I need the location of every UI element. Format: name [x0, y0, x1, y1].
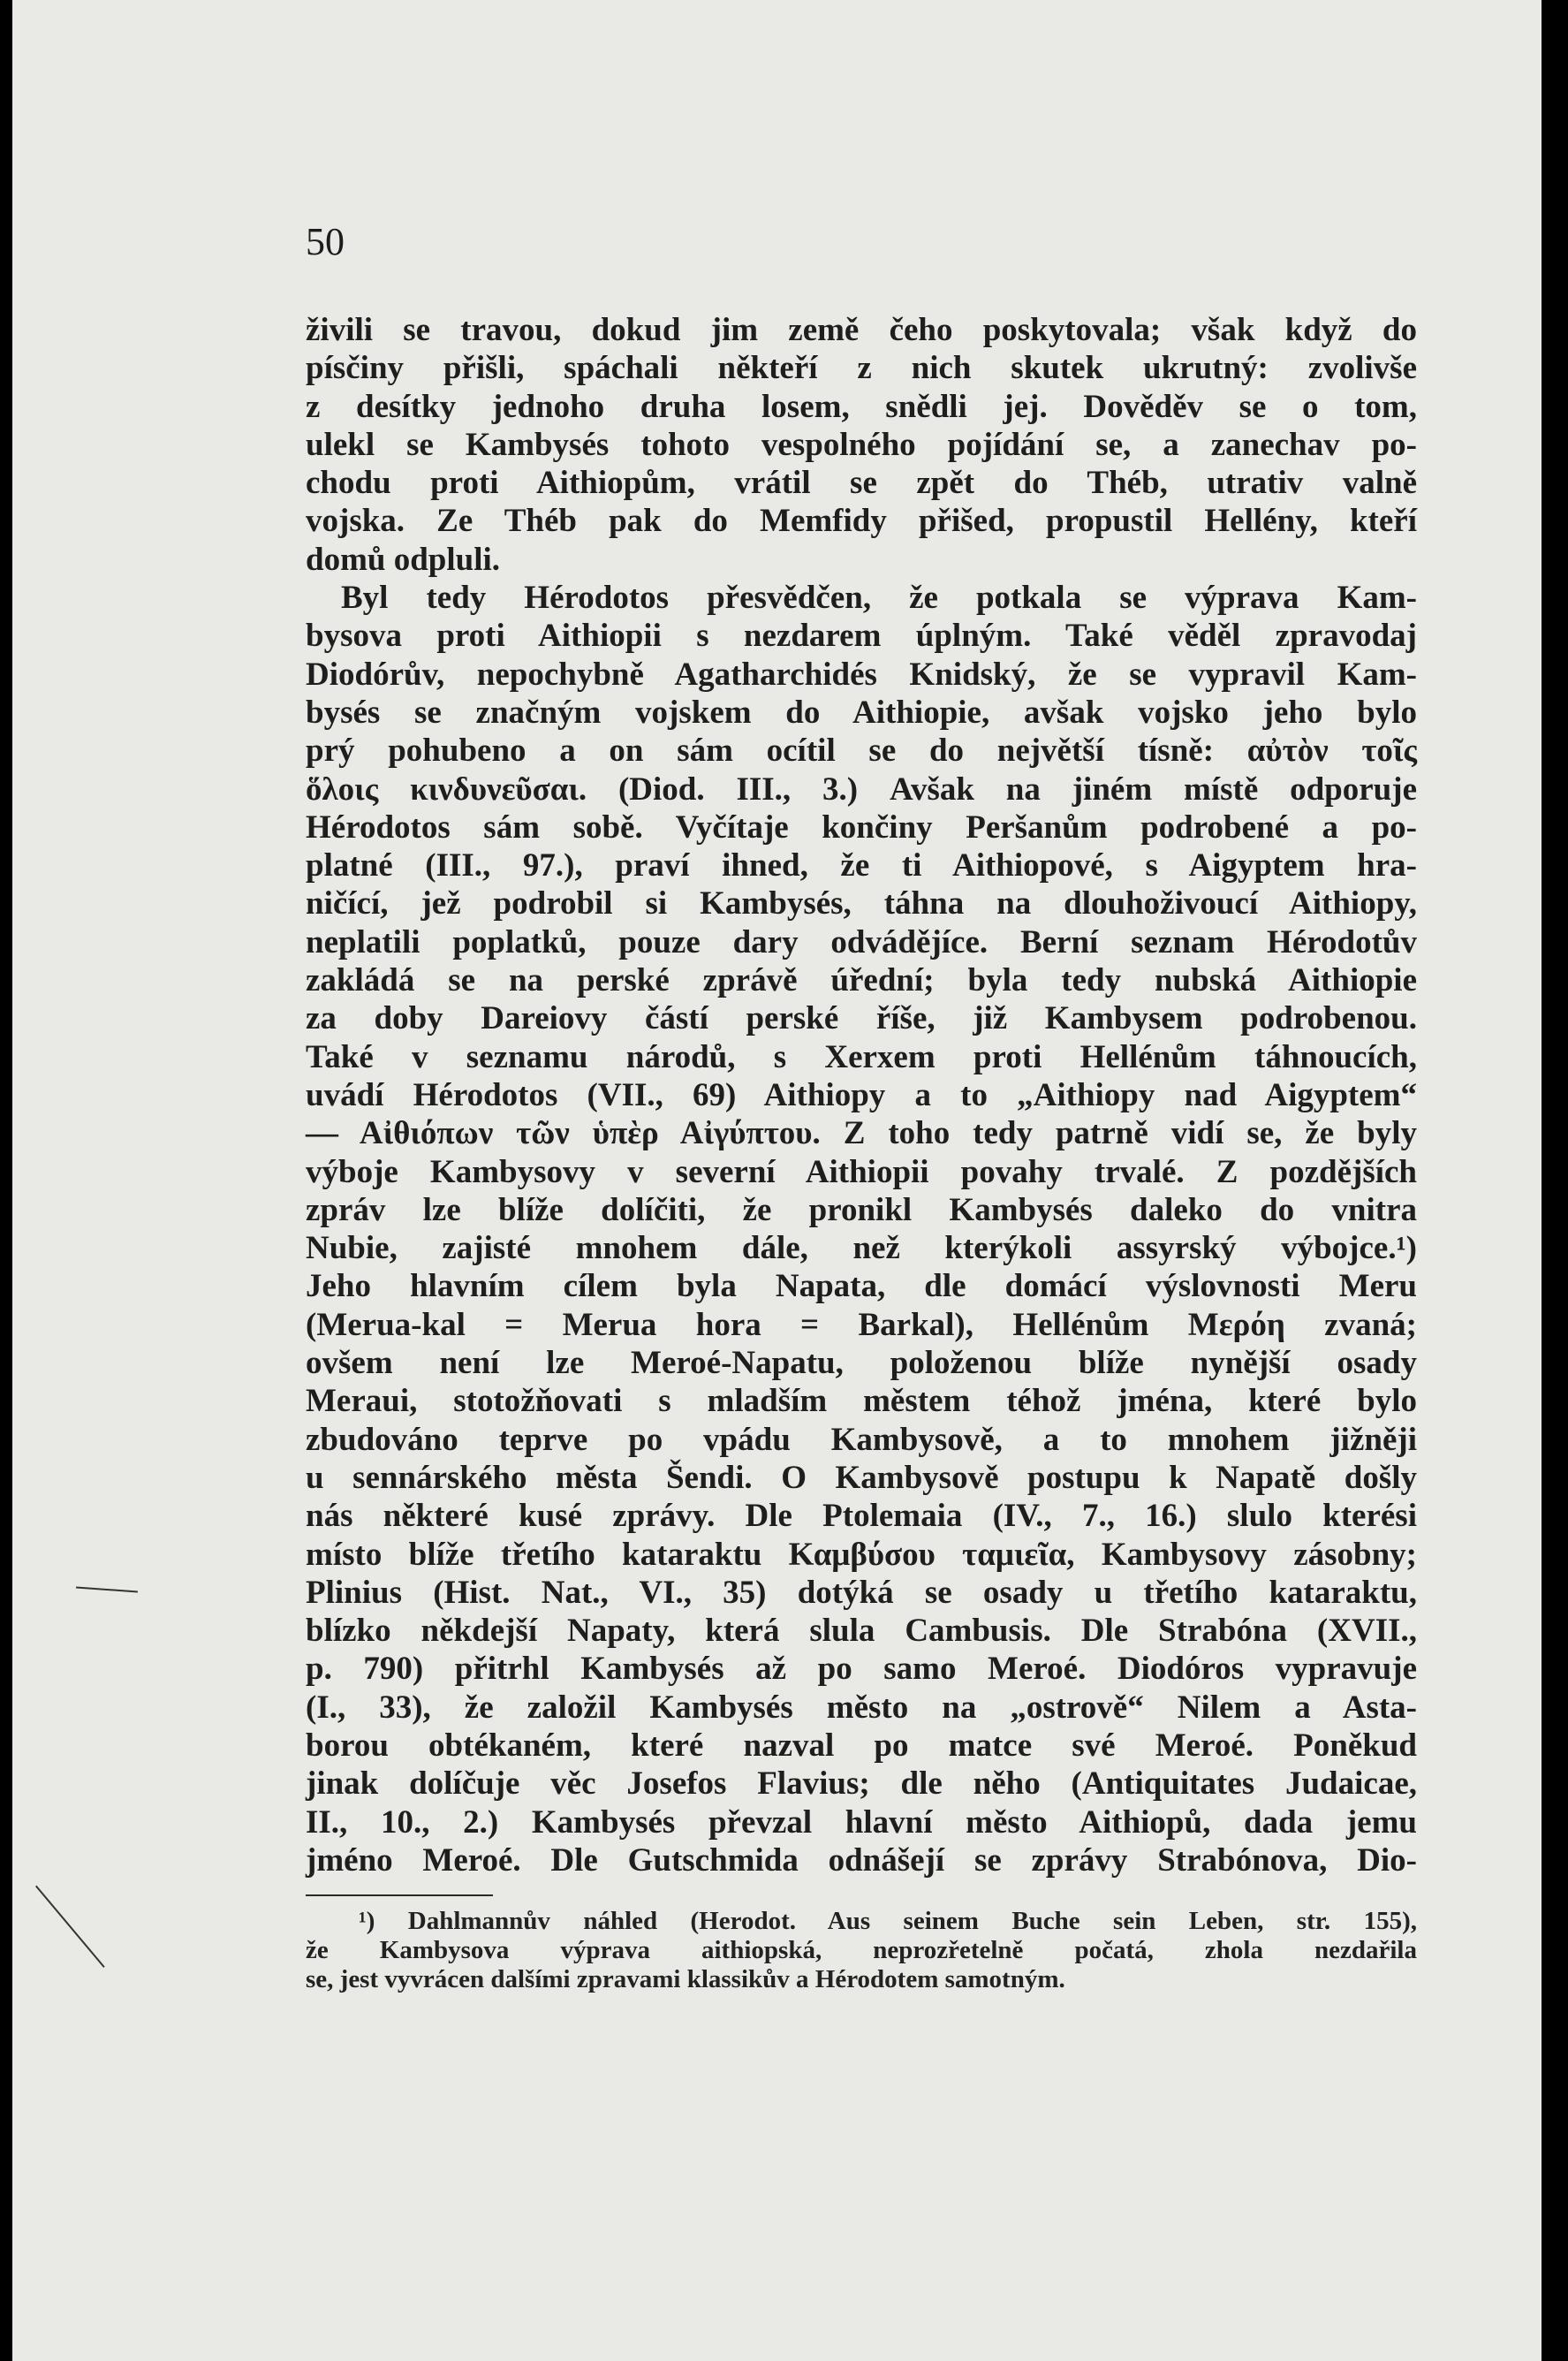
body-line: II., 10., 2.) Kambysés převzal hlavní město Aithiopů, dada jemu	[306, 1803, 1417, 1841]
body-line: (Merua-kal = Merua hora = Barkal), Hellénům Μερόη zvaná;	[306, 1306, 1417, 1343]
body-line: Meraui, stotožňovati s mladším městem téhož jména, které bylo	[306, 1383, 1417, 1420]
body-line: ulekl se Kambysés tohoto vespolného pojídání se, a zanechav po-	[306, 426, 1417, 463]
body-line: borou obtékaném, které nazval po matce své Meroé. Poněkud	[306, 1727, 1417, 1764]
body-line: prý pohubeno a on sám ocítil se do největší tísně: αὐτὸν τοῖς	[306, 733, 1417, 770]
body-line: uvádí Hérodotos (VII., 69) Aithiopy a to „Aithiopy nad Aigyptem“	[306, 1076, 1417, 1113]
body-line: zbudováno teprve po vpádu Kambysově, a to mnohem jižněji	[306, 1421, 1417, 1458]
body-line: u sennárského města Šendi. O Kambysově postupu k Napatě došly	[306, 1459, 1417, 1496]
body-line: ničící, jež podrobil si Kambysés, táhna na dlouhoživoucí Aithiopy,	[306, 885, 1417, 922]
page-number: 50	[306, 220, 345, 263]
scan-mark	[76, 1587, 138, 1593]
scan-mark	[35, 1886, 105, 1968]
body-line: bysova proti Aithiopii s nezdarem úplným. Také věděl zpravodaj	[306, 618, 1417, 655]
footnote-line: že Kambysova výprava aithiopská, neprozřetelně počatá, zhola nezdařila	[306, 1936, 1417, 1964]
body-line: — Αἰθιόπων τῶν ὑπὲρ Αἰγύπτου. Z toho tedy patrně vidí se, že byly	[306, 1115, 1417, 1152]
body-line: platné (III., 97.), praví ihned, že ti Aithiopové, s Aigyptem hra-	[306, 847, 1417, 884]
body-line: Jeho hlavním cílem byla Napata, dle domácí výslovnosti Meru	[306, 1268, 1417, 1305]
body-line: živili se travou, dokud jim země čeho poskytovala; však když do	[306, 312, 1417, 348]
body-line: bysés se značným vojskem do Aithiopie, avšak vojsko jeho bylo	[306, 694, 1417, 731]
footnote	[306, 1907, 1417, 1994]
footnote-line: se, jest vyvrácen dalšími zpravami klassikův a Hérodotem samotným.	[306, 1965, 1065, 1993]
body-line: místo blíže třetího kataraktu Καμβύσου ταμιεῖα, Kambysovy zásobny;	[306, 1536, 1417, 1573]
body-text	[306, 311, 1417, 1879]
body-line: Hérodotos sám sobě. Vyčítaje končiny Peršanům podrobené a po-	[306, 809, 1417, 846]
body-line: písčiny přišli, spáchali někteří z nich skutek ukrutný: zvolivše	[306, 350, 1417, 387]
body-line: Diodórův, nepochybně Agatharchidés Knidský, že se vypravil Kam-	[306, 656, 1417, 693]
body-line: Také v seznamu národů, s Xerxem proti Hellénům táhnoucích,	[306, 1038, 1417, 1075]
body-line: (I., 33), že založil Kambysés město na „ostrově“ Nilem a Asta-	[306, 1689, 1417, 1726]
body-line: za doby Dareiovy částí perské říše, již Kambysem podrobenou.	[306, 1000, 1417, 1037]
body-line: neplatili poplatků, pouze dary odvádějíce. Berní seznam Hérodotův	[306, 923, 1417, 960]
body-line: blízko někdejší Napaty, která slula Cambusis. Dle Strabóna (XVII.,	[306, 1613, 1417, 1650]
body-line: výboje Kambysovy v severní Aithiopii povahy trvalé. Z pozdějších	[306, 1153, 1417, 1190]
body-line: Byl tedy Hérodotos přesvědčen, že potkala se výprava Kam-	[341, 580, 1417, 617]
body-line: nás některé kusé zprávy. Dle Ptolemaia (IV., 7., 16.) slulo kterési	[306, 1498, 1417, 1535]
footnote-divider	[306, 1894, 493, 1896]
body-line: Plinius (Hist. Nat., VI., 35) dotýká se osady u třetího kataraktu,	[306, 1574, 1417, 1611]
body-line: jméno Meroé. Dle Gutschmida odnášejí se zprávy Strabónova, Dio-	[306, 1841, 1417, 1879]
body-line: domů odpluli.	[306, 541, 501, 578]
book-page	[12, 0, 1541, 2361]
body-line: jinak dolíčuje věc Josefos Flavius; dle něho (Antiquitates Judaicae,	[306, 1765, 1417, 1803]
body-line: ovšem není lze Meroé-Napatu, položenou blíže nynější osady	[306, 1345, 1417, 1382]
body-line: zpráv lze blíže dolíčiti, že pronikl Kambysés daleko do vnitra	[306, 1191, 1417, 1228]
body-line: ὅλοις κινδυνεῦσαι. (Diod. III., 3.) Avšak na jiném místě odporuje	[306, 771, 1417, 808]
body-line: vojska. Ze Théb pak do Memfidy přišed, propustil Hellény, kteří	[306, 503, 1417, 540]
body-line: chodu proti Aithiopům, vrátil se zpět do Théb, utrativ valně	[306, 465, 1417, 502]
body-line: zakládá se na perské zprávě úřední; byla tedy nubská Aithiopie	[306, 962, 1417, 999]
body-line: p. 790) přitrhl Kambysés až po samo Meroé. Diodóros vypravuje	[306, 1651, 1417, 1688]
scan-edge	[1541, 0, 1568, 2361]
body-line: Nubie, zajisté mnohem dále, než kterýkoli assyrský výbojce.¹)	[306, 1230, 1417, 1267]
body-line: z desítky jednoho druha losem, snědli jej. Dověděv se o tom,	[306, 388, 1417, 425]
footnote-line: ¹) Dahlmannův náhled (Herodot. Aus seinem Buche sein Leben, str. 155),	[359, 1907, 1417, 1935]
